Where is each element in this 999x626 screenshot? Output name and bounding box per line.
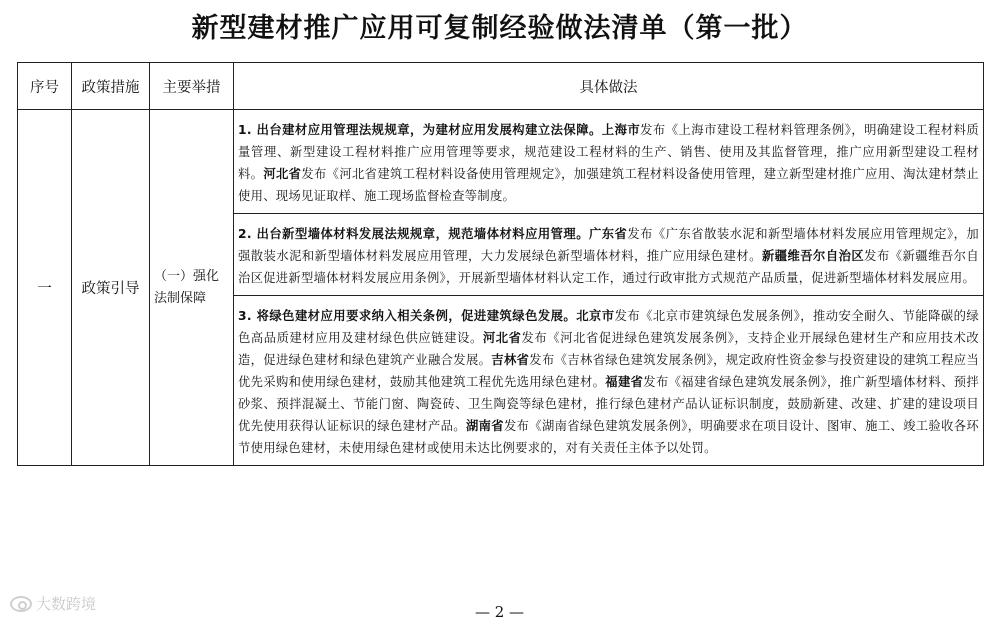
detail-text: 发布《上海市建设工程材料管理条例》，明确建设工程材料质量管理、新型建设工程材料推广应用管理等要求，规范建设工程材料的生产、销售、使用及其监督管理，推广应用新型建设工程材料。	[238, 123, 979, 181]
detail-text: 发布《湖南省绿色建筑发展条例》，明确要求在项目设计、图审、施工、竣工验收各环节使用绿色建材，未使用绿色建材或使用未达比例要求的，对有关责任主体予以处罚。	[238, 419, 979, 455]
detail-bold-text: 新疆维吾尔自治区	[761, 249, 865, 263]
detail-bold-text: 河北省	[263, 167, 302, 181]
detail-text: 发布《广东省散装水泥和新型墙体材料发展应用管理规定》，加强散装水泥和新型墙体材料发展应用管理，大力发展绿色新型墙体材料，推广应用绿色建材。	[238, 227, 979, 263]
detail-bold-text: 2. 出台新型墙体材料发展法规规章，规范墙体材料应用管理。广东省	[238, 227, 628, 241]
detail-bold-text: 福建省	[605, 375, 644, 389]
header-policy: 政策措施	[72, 63, 150, 110]
detail-item-2	[234, 214, 984, 296]
header-detail: 具体做法	[234, 63, 984, 110]
detail-bold-text: 3. 将绿色建材应用要求纳入相关条例，促进建筑绿色发展。北京市	[238, 309, 615, 323]
table-header-row	[18, 63, 984, 110]
document-title: 新型建材推广应用可复制经验做法清单（第一批）	[191, 13, 808, 44]
detail-bold-text: 吉林省	[491, 353, 530, 367]
detail-item-1	[234, 110, 984, 214]
policy-table	[17, 62, 984, 466]
detail-text: 发布《吉林省绿色建筑发展条例》，规定政府性资金参与投资建设的建筑工程应当优先采购和使用绿色建材，鼓励其他建筑工程优先选用绿色建材。	[238, 353, 979, 389]
row-measure: （一）强化法制保障	[150, 110, 234, 466]
detail-bold-text: 1. 出台建材应用管理法规规章，为建材应用发展构建立法保障。上海市	[238, 123, 641, 137]
detail-text: 发布《新疆维吾尔自治区促进新型墙体材料发展应用条例》，开展新型墙体材料认定工作，通过行政审批方式规范产品质量，促进新型墙体材料发展应用。	[238, 249, 979, 285]
header-seq: 序号	[18, 63, 72, 110]
header-measure: 主要举措	[150, 63, 234, 110]
row-policy: 政策引导	[72, 110, 150, 466]
detail-text: 发布《河北省建筑工程材料设备使用管理规定》，加强建筑工程材料设备使用管理，建立新型建材推广应用、淘汰建材禁止使用、现场见证取样、施工现场监督检查等制度。	[238, 167, 979, 203]
detail-item-3	[234, 296, 984, 466]
detail-bold-text: 湖南省	[465, 419, 504, 433]
row-seq: 一	[18, 110, 72, 466]
detail-text: 发布《北京市建筑绿色发展条例》，推动安全耐久、节能降碳的绿色高品质建材应用及建材绿色供应链建设。	[238, 309, 979, 345]
detail-text: 发布《河北省促进绿色建筑发展条例》，支持企业开展绿色建材生产和应用技术改造，促进绿色建材和绿色建筑产业融合发展。	[238, 331, 980, 367]
table-row	[18, 110, 984, 214]
page-number: — 2 —	[474, 603, 525, 621]
detail-text: 发布《福建省绿色建筑发展条例》，推广新型墙体材料、预拌砂浆、预拌混凝土、节能门窗、陶瓷砖、卫生陶瓷等绿色建材，推行绿色建材产品认证标识制度，鼓励新建、改建、扩建的建设项目优先使用获得认证标识的绿色建材产品。	[238, 375, 980, 433]
watermark-text: 大数跨境	[36, 595, 97, 613]
detail-bold-text: 河北省	[482, 331, 522, 345]
